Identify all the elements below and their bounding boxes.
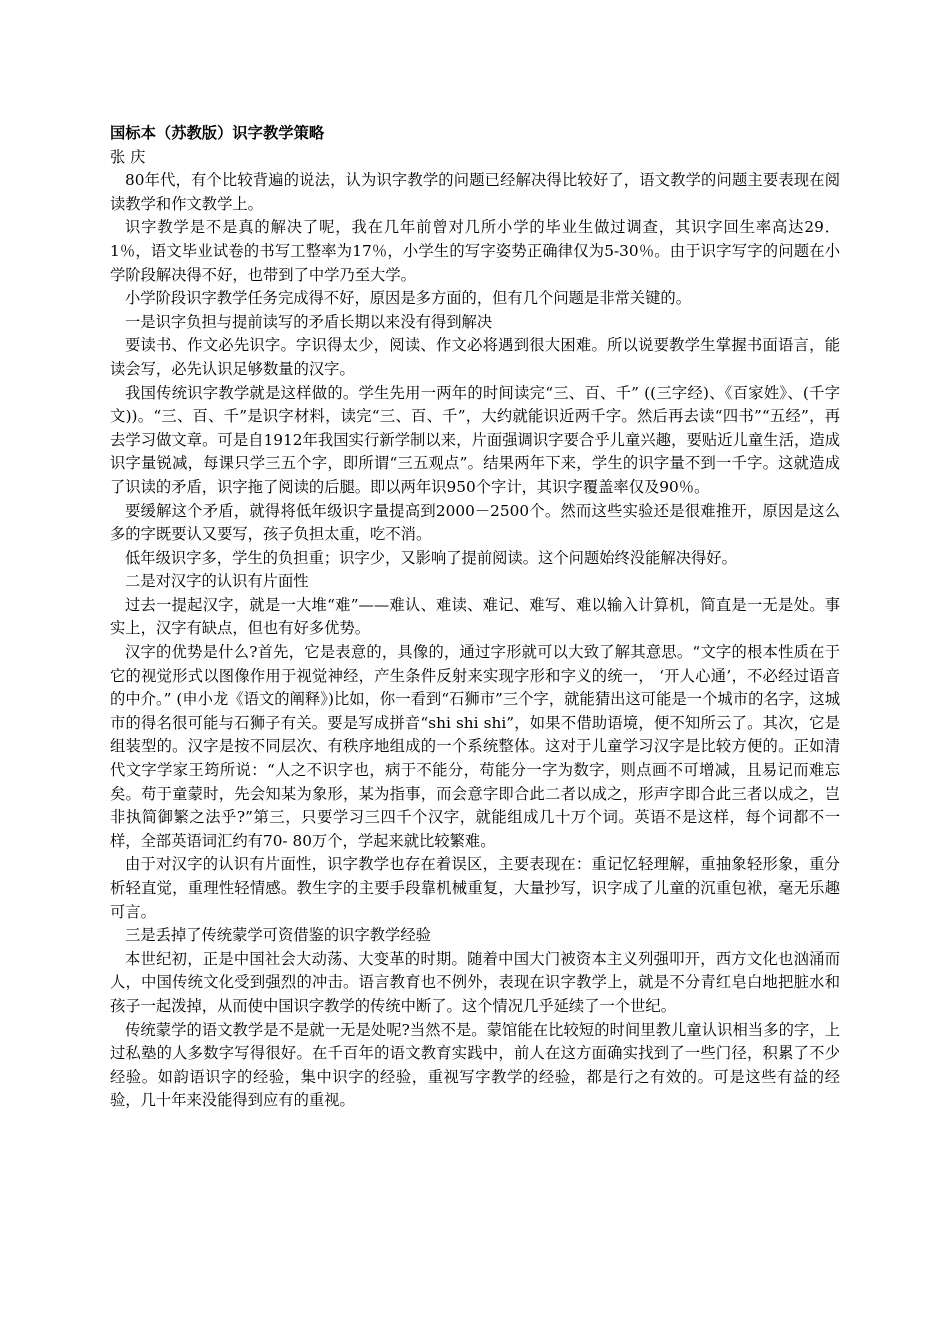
paragraph: 由于对汉字的认识有片面性，识字教学也存在着误区，主要表现在：重记忆轻理解，重抽象轻形象，重分析轻直觉，重理性轻情感。教生字的主要手段靠机械重复，大量抄写，识字成了儿童的沉重包袱，毫无乐趣可言。 [110, 855, 840, 921]
paragraph: 汉字的优势是什么?首先，它是表意的，具像的，通过字形就可以大致了解其意思。“文字的根本性质在于它的视觉形式以图像作用于视觉神经，产生条件反射来实现字形和字义的统一， ‘开人心通’，不必经过语音的中介。” (申小龙《语文的阐释》)比如，你一看到“石狮市”三个字，就能猜出这可能是一个城市的名字，这城市的得名很可能与石狮子有关。要是写成拼音“shi shi shi”，如果不借助语境，便不知所云了。其次，它是组装型的。汉字是按不同层次、有秩序地组成的一个系统整体。这对于儿童学习汉字是比较方便的。正如清代文字学家王筠所说：“人之不识字也，病于不能分，苟能分一字为数字，则点画不可增减，且易记而难忘矣。苟于童蒙时，先会知某为象形，某为指事，而会意字即合此二者以成之，形声字即合此三者以成之，岂非执简御繁之法乎?”第三，只要学习三四千个汉字，就能组成几十万个词。英语不是这样，每个词都不一样，全部英语词汇约有70- 80万个，学起来就比较繁难。 [110, 643, 840, 850]
section-heading: 二是对汉字的认识有片面性 [125, 572, 309, 591]
document-page [110, 122, 840, 1113]
paragraph: 低年级识字多，学生的负担重；识字少，又影响了提前阅读。这个问题始终没能解决得好。 [125, 548, 737, 567]
paragraph: 要读书、作文必先识字。字识得太少，阅读、作文必将遇到很大困难。所以说要教学生掌握书面语言，能读会写，必先认识足够数量的汉字。 [110, 336, 840, 378]
paragraph: 识字教学是不是真的解决了呢，我在几年前曾对几所小学的毕业生做过调查，其识字回生率高达29．1％，语文毕业试卷的书写工整率为17％，小学生的写字姿势正确律仅为5-30％。由于识字写字的问题在小学阶段解决得不好，也带到了中学乃至大学。 [110, 218, 840, 284]
document-title: 国标本（苏教版）识字教学策略 [110, 124, 325, 142]
paragraph: 80年代，有个比较背遍的说法，认为识字教学的问题已经解决得比较好了，语文教学的问题主要表现在阅读教学和作文教学上。 [110, 171, 840, 213]
section-heading: 一是识字负担与提前读写的矛盾长期以来没有得到解决 [125, 312, 493, 331]
section-heading: 三是丢掉了传统蒙学可资借鉴的识字教学经验 [125, 926, 431, 945]
paragraph: 小学阶段识字教学任务完成得不好，原因是多方面的，但有几个问题是非常关键的。 [125, 289, 691, 308]
paragraph: 本世纪初，正是中国社会大动荡、大变革的时期。随着中国大门被资本主义列强叩开，西方文化也汹涌而人，中国传统文化受到强烈的冲击。语言教育也不例外，表现在识字教学上，就是不分青红皂白地把脏水和孩子一起泼掉，从而使中国识字教学的传统中断了。这个情况几乎延续了一个世纪。 [110, 949, 840, 1015]
paragraph: 过去一提起汉字，就是一大堆“难”——难认、难读、难记、难写、难以输入计算机，简直是一无是处。事实上，汉字有缺点，但也有好多优势。 [110, 595, 840, 638]
paragraph: 我国传统识字教学就是这样做的。学生先用一两年的时间读完“三、百、千” ((三字经)、《百家姓》、(千字文))。“三、百、千”是识字材料，读完“三、百、千”，大约就能识近两千字。然后再去读“四书”“五经”，再去学习做文章。可是自1912年我国实行新学制以来，片面强调识字要合乎儿童兴趣，要贴近儿童生活，造成识字量锐减，每课只学三五个字，即所谓“三五观点”。结果两年下来，学生的识字量不到一千字。这就造成了识读的矛盾，识字拖了阅读的后腿。即以两年识950个字计，其识字覆盖率仅及90％。 [110, 383, 840, 496]
paragraph: 要缓解这个矛盾，就得将低年级识字量提高到2000－2500个。然而这些实验还是很难推开，原因是这么多的字既要认又要写，孩子负担太重，吃不消。 [110, 501, 840, 544]
paragraph: 传统蒙学的语文教学是不是就一无是处呢?当然不是。蒙馆能在比较短的时间里教儿童认识相当多的字，上过私塾的人多数字写得很好。在千百年的语文教育实践中，前人在这方面确实找到了一些门径，积累了不少经验。如韵语识字的经验，集中识字的经验，重视写字教学的经验，都是行之有效的。可是这些有益的经验，几十年来没能得到应有的重视。 [110, 1020, 840, 1110]
document-author: 张 庆 [110, 147, 146, 166]
